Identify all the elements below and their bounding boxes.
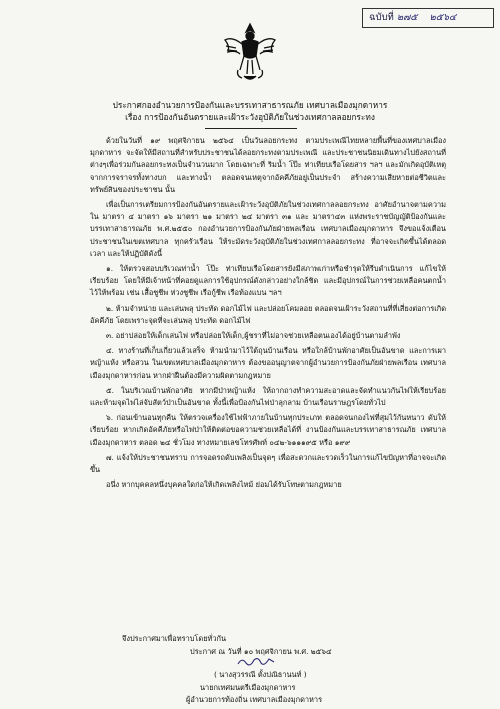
closing-date: ประกาศ ณ วันที่ ๑๐ พฤศจิกายน พ.ศ. ๒๕๖๔: [190, 647, 332, 656]
paragraph-item-6: ๖. ก่อนเข้านอนทุกคืน ให้ตรวจเครื่องใช้ไฟฟ้าภายในบ้านทุกประเภท ตลอดจนกองไฟที่สุมไว้กันหนาว ดับให้เรียบร้อย หากเกิดอัคคีภัยหรือไฟป่าให้ติดต่อขอความช่วยเหลือได้ที่ งานป้องกันและบรรเทาสาธารณภัย เทศบาลเมืองมุกดาหาร ตลอด ๒๔ ชั่วโมง ทางหมายเลขโทรศัพท์ ๐๔๒-๖๑๑๑๙๕ หรือ ๑๙๙: [90, 413, 446, 447]
announcement-org-heading: ประกาศกองอำนวยการป้องกันและบรรเทาสาธารณภัย เทศบาลเมืองมุกดาหาร: [112, 100, 388, 110]
doc-number-value: ๒๗๕: [396, 12, 418, 23]
paragraph-item-5: ๕. ในบริเวณบ้านพักอาศัย หากมีป่าหญ้าแห้ง ให้ถากถางทำความสะอาดและจัดทำแนวกันไฟให้เรียบร้อย และห้ามจุดไฟไล่จับสัตว์ป่าเป็นอันขาด ทั้งนี้เพื่อป้องกันไฟป่าลุกลาม บ้านเรือนราษฎรโดยทั่วไป: [90, 385, 446, 408]
paragraph-item-2: ๒. ห้ามจำหน่าย และเล่นพลุ ประทัด ดอกไม้ไฟ และปล่อยโคมลอย ตลอดจนเฝ้าระวังสถานที่ที่เสี่ยงต่อการเกิดอัคคีภัย โดยเพราะจุดที่จะเล่นพลุ ประทัด ดอกไม้ไฟ: [90, 303, 446, 325]
closing-announce: จึงประกาศมาเพื่อทราบโดยทั่วกัน: [122, 634, 227, 643]
doc-number-prefix: ฉบับที่: [369, 12, 394, 23]
doc-number-year: ๒๕๖๔: [429, 12, 457, 23]
signer-title-2: ผู้อำนวยการท้องถิ่น เทศบาลเมืองมุกดาหาร: [186, 695, 323, 704]
paragraph-authority: เพื่อเป็นการเตรียมการป้องกันอันตรายและเฝ้าระวังอุบัติภัยในช่วงเทศกาลลอยกระทง อาศัยอำนาจตามความใน มาตรา ๔ มาตรา ๑๖ มาตรา ๒๑ มาตรา ๒๔ มาตรา ๓๑ และ มาตรา๔๓ แห่งพระราชบัญญัติป้องกันและบรรเทาสาธารณภัย พ.ศ.๒๕๕๐ กองอำนวยการป้องกันภัยฝ่ายพลเรือน เทศบาลเมืองมุกดาหาร จึงขอแจ้งเตือนประชาชนในเขตเทศบาล ทุกครัวเรือน ให้ระมัดระวังอุบัติภัยในช่วงเทศกาลลอยกระทง ที่อาจจะเกิดขึ้นได้ตลอดเวลา และให้ปฏิบัติดังนี้: [90, 200, 446, 258]
paragraph-item-3: ๓. อย่าปล่อยให้เด็กเล่นไฟ หรือปล่อยให้เด็ก,ผู้ชราที่ไม่อาจช่วยเหลือตนเองได้อยู่บ้านตามลำพัง: [106, 331, 401, 341]
document-number-stamp: [362, 8, 494, 28]
handwritten-signature-icon: [236, 655, 276, 669]
paragraph-intro: ด้วยในวันที่ ๑๙ พฤศจิกายน ๒๕๖๔ เป็นวันลอยกระทง ตามประเพณีไทยหลายพื้นที่ของเทศบาลเมืองมุกดาหาร จะจัดให้มีสถานที่สำหรับประชาชนได้ลอยกระทงตามประเพณี และประชาชนนิยมเดินทางไปยังสถานที่ต่างๆเพื่อร่วมกันลอยกระทงเป็นจำนวนมาก โดยเฉพาะที่ ริมน้ำ โป๊ะ ท่าเทียบเรือโดยสาร ฯลฯ และมักเกิดอุบัติเหตุจากการจราจรทั้งทางบก และทางน้ำ ตลอดจนเหตุจากอัคคีภัยอยู่เป็นประจำ สร้างความเสียหายต่อชีวิตและทรัพย์สินของประชาชน นั้น: [90, 136, 446, 194]
announcement-subject-heading: เรื่อง การป้องกันอันตรายและเฝ้าระวังอุบัติภัยในช่วงเทศกาลลอยกระทง: [125, 112, 375, 122]
heading-divider: [205, 128, 297, 129]
paragraph-penalty: อนึ่ง หากบุคคลหนึ่งบุคคลใดก่อให้เกิดเพลิงไหม้ ย่อมได้รับโทษตามกฎหมาย: [106, 480, 342, 490]
paragraph-item-1: ๑. ให้ตรวจสอบบริเวณท่าน้ำ โป๊ะ ท่าเทียบเรือโดยสารยังมีสภาพเก่าหรือชำรุดให้รีบดำเนินการ แก้ไขให้เรียบร้อย โดยให้มีเจ้าหน้าที่คอยดูแลการใช้อุปกรณ์ดังกล่าวอย่างใกล้ชิด และมีอุปกรณ์ในการช่วยเหลือคนตกน้ำไว้ให้พร้อม เช่น เสื้อชูชีพ ห่วงชูชีพ เรือกู้ชีพ เรือท้องแบน ฯลฯ: [90, 264, 446, 298]
signer-title-1: นายกเทศมนตรีเมืองมุกดาหาร: [200, 683, 296, 692]
signer-name: ( นางสุวรรณี ตั้งปณิธานนท์ ): [214, 670, 307, 679]
announcement-body: [90, 135, 446, 494]
paragraph-item-7: ๗. แจ้งให้ประชาชนทราบ การจอดรถดับเพลิงเป็นจุดๆ เพื่อสะดวกและรวดเร็วในการแก้ไขปัญหาที่อาจจะเกิดขึ้น: [90, 452, 446, 475]
garuda-emblem-icon: [222, 20, 278, 84]
paragraph-item-4: ๔. ทางร้านที่เก็บเกี่ยวแล้วเสร็จ ห้ามนำมาไว้ใต้ถุนบ้านเรือน หรือใกล้บ้านพักอาศัยเป็นอันขาด และการเผาหญ้าแห้ง หรือสวน ในเขตเทศบาลเมืองมุกดาหาร ต้องขออนุญาตจากผู้อำนวยการป้องกันภัยฝ่ายพลเรือน เทศบาลเมืองมุกดาหารก่อน หากฝ่าฝืนต้องมีความผิดตามกฎหมาย: [90, 346, 446, 380]
